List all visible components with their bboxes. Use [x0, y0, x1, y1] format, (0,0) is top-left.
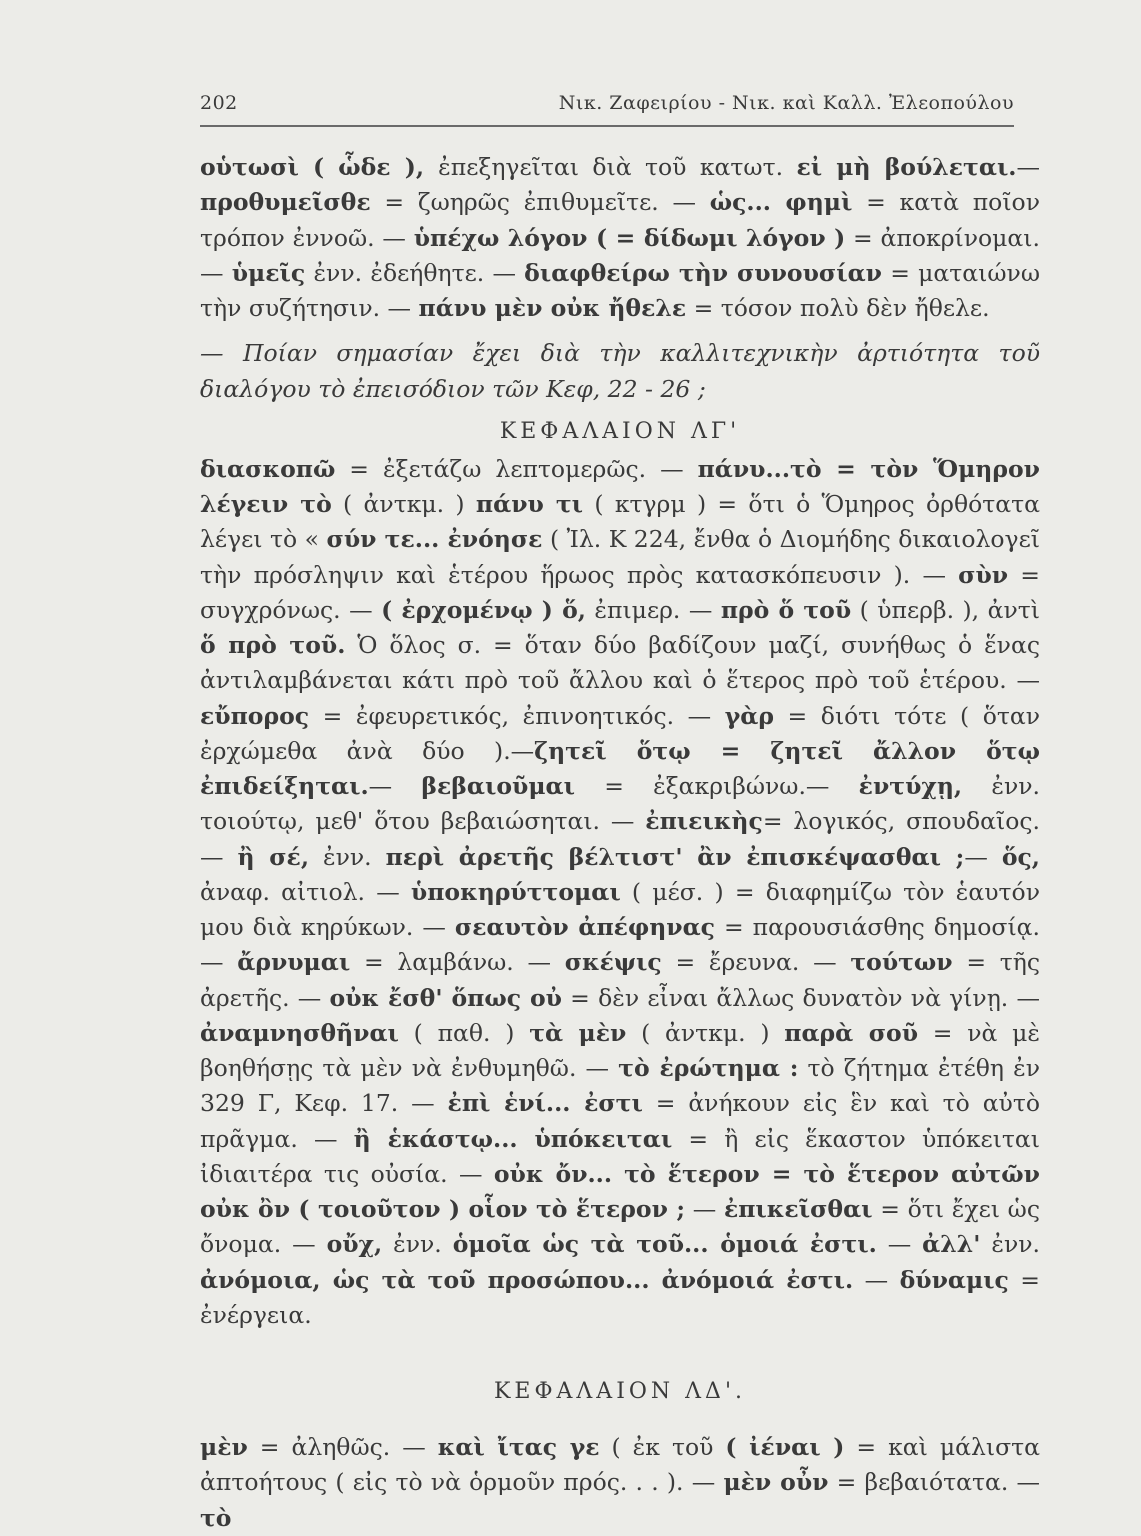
headword: μὲν: [200, 1433, 248, 1461]
paragraph-2: [200, 452, 1040, 1333]
gloss-text: = ἀποκρίνομαι. —: [200, 223, 1040, 287]
gloss-text: —: [876, 1230, 923, 1259]
gloss-text: = ἐξετάζω λεπτομερῶς. —: [335, 454, 698, 483]
headword: ὅς,: [1001, 842, 1040, 871]
headword: ἐπὶ ἑνί... ἐστι: [447, 1089, 643, 1118]
gloss-text: ἐνν. ἐδεήθητε. —: [305, 258, 525, 287]
header-rule: [200, 125, 1014, 127]
gloss-text: = καὶ μάλιστα ἀπτοήτους ( εἰς τὸ νὰ ὁρμοῦν πρός. . . ). —: [200, 1433, 1040, 1497]
gloss-text: ἀναφ. αἰτιολ. —: [200, 877, 411, 906]
headword: περὶ ἀρετῆς βέλτιστ' ἂν ἐπισκέψασθαι ;: [385, 842, 965, 871]
headword: ἄρνυμαι: [237, 948, 351, 977]
headword: ἐπικεῖσθαι: [723, 1195, 873, 1223]
chapter-heading-lg: ΚΕΦΑΛΑΙΟΝ ΛΓ': [499, 418, 741, 444]
headword: ἀλλ': [922, 1230, 981, 1259]
headword: ἐπιεικὴς: [645, 807, 763, 836]
gloss-text: —: [964, 842, 1002, 871]
gloss-text: = βεβαιότατα. —: [828, 1468, 1041, 1497]
gloss-text: ἐνν. τοιούτῳ, μεθ' ὅτου βεβαιώσηται. —: [200, 772, 1040, 836]
headword: οὐκ ὄν... τὸ ἕτερον = τὸ ἕτερον αὐτῶν οὐκ ὂν ( τοιοῦτον ) οἷον τὸ ἕτερον ;: [200, 1159, 1040, 1223]
headword: εὔπορος: [200, 701, 310, 730]
gloss-text: ( ὑπερβ. ), ἀντὶ: [851, 595, 1040, 624]
gloss-text: —: [1016, 153, 1040, 181]
gloss-text: = παρουσιάσθης δημοσίᾳ. —: [200, 913, 1040, 977]
gloss-text: ( Ἰλ. Κ 224, ἔνθα ὁ Διομήδης δικαιολογεῖ τὴν πρόσληψιν καὶ ἑτέρου ἥρωος πρὸς κατασκόπευσιν ). —: [200, 525, 1040, 589]
headword: οὑτωσὶ ( ὧδε ),: [200, 153, 439, 181]
headword: μὲν οὖν: [723, 1468, 829, 1497]
gloss-text: ἐνν.: [980, 1230, 1040, 1259]
gloss-text: ( ἐκ τοῦ: [599, 1433, 726, 1461]
headword: ὑποκηρύττομαι: [410, 877, 621, 906]
headword: ὁμοῖα ὡς τὰ τοῦ... ὁμοιά ἐστι.: [452, 1230, 877, 1259]
page-header: [200, 92, 1014, 114]
gloss-text: = ὅτι ἔχει ὡς ὄνομα. —: [200, 1195, 1040, 1259]
headword: πάνυ τι: [475, 490, 584, 518]
gloss-text: = ἀληθῶς. —: [247, 1433, 438, 1461]
gloss-text: = ματαιώνω τὴν συζήτησιν. —: [200, 258, 1040, 322]
gloss-text: = ἀνήκουν εἰς ἓν καὶ τὸ αὐτὸ πρᾶγμα. —: [200, 1089, 1040, 1153]
gloss-text: ἐπεξηγεῖται διὰ τοῦ κατωτ.: [438, 153, 797, 181]
headword: ( ἰέναι ): [725, 1433, 845, 1461]
headword: ( ἐρχομένῳ ) ὅ,: [381, 595, 586, 624]
running-title: Νικ. Ζαφειρίου - Νικ. καὶ Καλλ. Ἐλεοπούλου: [558, 92, 1014, 114]
headword: τούτων: [850, 948, 953, 977]
gloss-text: ( μέσ. ) = διαφημίζω τὸν ἑαυτόν μου διὰ κηρύκων. —: [200, 877, 1040, 941]
headword: παρὰ σοῦ: [784, 1018, 919, 1047]
headword: ὑμεῖς: [231, 258, 306, 287]
headword: τὸ ἐρώτημα :: [618, 1054, 799, 1082]
headword: οὔχ,: [326, 1230, 383, 1259]
gloss-text: = νὰ μὲ βοηθήσῃς τὰ μὲν νὰ ἐνθυμηθῶ. —: [200, 1018, 1040, 1082]
headword: τὸ: [200, 1503, 232, 1532]
gloss-text: ἐνν.: [309, 842, 386, 871]
gloss-text: ἐνν.: [382, 1230, 453, 1259]
headword: εἰ μὴ βούλεται.: [796, 153, 1017, 181]
gloss-text: τὸ ζήτημα ἐτέθη ἐν 329 Γ, Κεφ. 17. —: [200, 1054, 1040, 1118]
headword: πάνυ...τὸ = τὸν Ὅμηρον λέγειν τὸ: [200, 454, 1040, 518]
gloss-text: = διότι τότε ( ὅταν ἐρχώμεθα ἀνὰ δύο ).—: [200, 701, 1041, 765]
study-question: — Ποίαν σημασίαν ἔχει διὰ τὴν καλλιτεχνικὴν ἀρτιότητα τοῦ διαλόγου τὸ ἐπεισόδιον τῶν Κεφ, 22 - 26 ;: [200, 339, 1040, 403]
gloss-text: = τῆς ἀρετῆς. —: [200, 948, 1040, 1012]
paragraph-1: [200, 150, 1040, 326]
gloss-text: = ἐνέργεια.: [200, 1265, 1040, 1329]
page-number: 202: [200, 92, 238, 114]
gloss-text: = συγχρόνως. —: [200, 560, 1040, 624]
gloss-text: = δὲν εἶναι ἄλλως δυνατὸν νὰ γίνῃ. —: [561, 983, 1040, 1012]
gloss-text: = ἐφευρετικός, ἐπινοητικός. —: [309, 701, 725, 730]
headword: ἐντύχῃ,: [858, 772, 963, 800]
headword: καὶ ἴτας γε: [437, 1433, 600, 1461]
gloss-text: ἐπιμερ. —: [585, 595, 721, 624]
gloss-text: = ζωηρῶς ἐπιθυμεῖτε. —: [370, 188, 710, 217]
gloss-text: —: [368, 772, 422, 800]
gloss-text: ( παθ. ): [398, 1018, 530, 1047]
headword: διασκοπῶ: [200, 454, 336, 483]
paragraph-3: [200, 1430, 1040, 1536]
headword: σκέψις: [564, 948, 662, 977]
headword: διαφθείρω τὴν συνουσίαν: [524, 258, 882, 287]
headword: ἀναμνησθῆναι: [200, 1018, 399, 1047]
gloss-text: = ἢ εἰς ἕκαστον ὑπόκειται ἰδιαιτέρα τις οὐσία. —: [200, 1124, 1040, 1188]
headword: ὡς... φημὶ: [709, 188, 853, 217]
headword: βεβαιοῦμαι: [421, 772, 575, 800]
gloss-text: ( ἀντκμ. ): [331, 490, 476, 518]
page-body: [200, 150, 1040, 1536]
chapter-heading-ld: ΚΕΦΑΛΑΙΟΝ ΛΔ'.: [494, 1379, 746, 1404]
gloss-text: ( ἀντκμ. ): [626, 1018, 785, 1047]
headword: ὑπέχω λόγον ( = δίδωμι λόγον ): [413, 223, 846, 252]
headword: ἢ σέ,: [237, 842, 310, 871]
gloss-text: = ἔρευνα. —: [661, 948, 851, 977]
headword: πάνυ μὲν οὐκ ἤθελε: [418, 294, 687, 322]
gloss-text: = κατὰ ποῖον τρόπον ἐννοῶ. —: [200, 188, 1040, 252]
headword: πρὸ ὅ τοῦ: [720, 595, 852, 624]
headword: ζητεῖ ὅτῳ = ζητεῖ ἄλλον ὅτῳ ἐπιδείξηται.: [200, 736, 1040, 800]
gloss-text: Ὁ ὅλος σ. = ὅταν δύο βαδίζουν μαζί, συνήθως ὁ ἕνας ἀντιλαμβάνεται κάτι πρὸ τοῦ ἄλλου καὶ ὁ ἕτερος πρὸ τοῦ ἑτέρου. —: [200, 631, 1040, 695]
headword: ἢ ἑκάστῳ... ὑπόκειται: [353, 1124, 673, 1153]
headword: προθυμεῖσθε: [200, 188, 371, 217]
headword: δύναμις: [899, 1265, 1009, 1294]
gloss-text: ( κτγρμ ) = ὅτι ὁ Ὅμηρος ὀρθότατα λέγει τὸ «: [200, 490, 1040, 554]
headword: ὅ πρὸ τοῦ.: [200, 631, 346, 659]
headword: οὐκ ἔσθ' ὅπως οὐ: [329, 983, 562, 1012]
gloss-text: —: [853, 1265, 900, 1294]
headword: σύν τε... ἐνόησε: [326, 525, 543, 554]
headword: σεαυτὸν ἀπέφηνας: [454, 913, 715, 941]
gloss-text: —: [685, 1195, 724, 1223]
headword: τὰ μὲν: [529, 1018, 627, 1047]
headword: ἀνόμοια, ὡς τὰ τοῦ προσώπου... ἀνόμοιά ἐστι.: [200, 1265, 854, 1294]
headword: γὰρ: [724, 701, 774, 730]
gloss-text: = λαμβάνω. —: [350, 948, 565, 977]
headword: σὺν: [958, 560, 1009, 589]
gloss-text: = λογικός, σπουδαῖος. —: [200, 807, 1040, 871]
gloss-text: = ἐξακριβώνω.—: [574, 772, 859, 800]
gloss-text: = τόσον πολὺ δὲν ἤθελε.: [686, 294, 990, 322]
